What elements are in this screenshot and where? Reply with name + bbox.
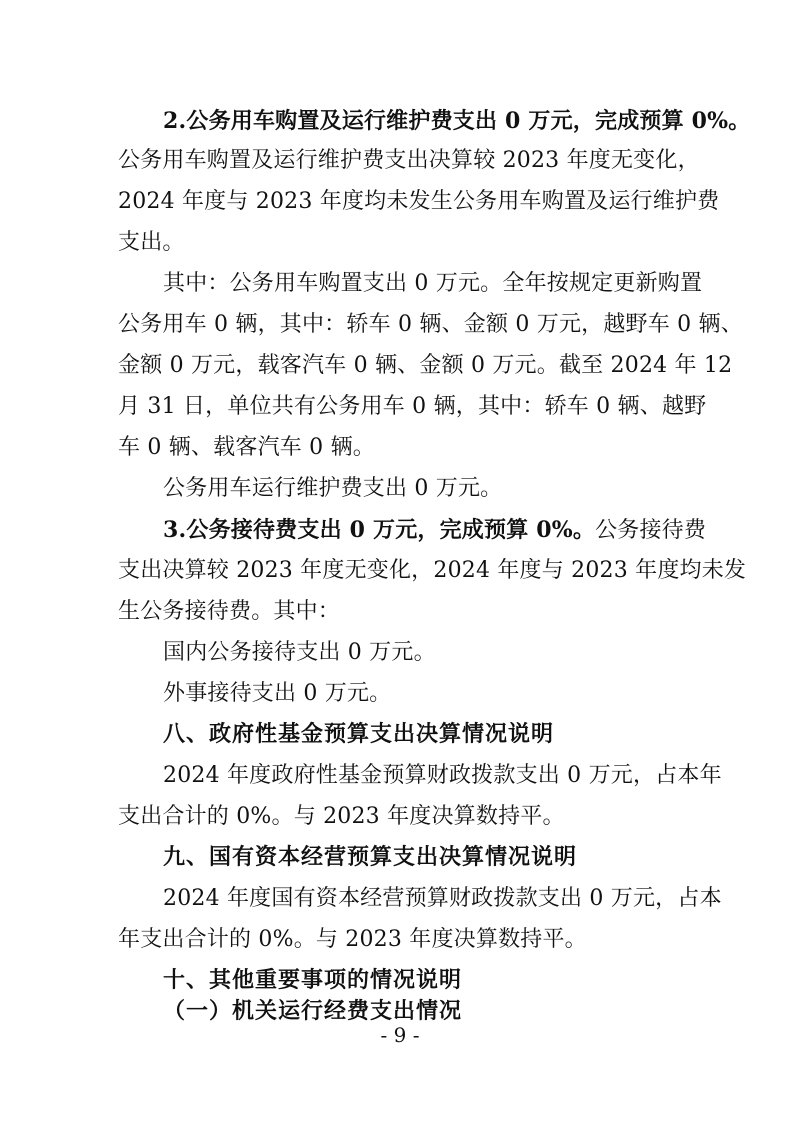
paragraph-line: 2024 年度政府性基金预算财政拨款支出 0 万元，占本年: [163, 763, 722, 788]
subsection-heading: （一）机关运行经费支出情况: [163, 999, 463, 1024]
paragraph-line: 公务用车运行维护费支出 0 万元。: [163, 476, 503, 501]
paragraph-line: 外事接待支出 0 万元。: [163, 681, 392, 706]
paragraph-line: 月 31 日，单位共有公务用车 0 辆，其中：轿车 0 辆、越野: [118, 394, 707, 419]
section-9-heading: 九、国有资本经营预算支出决算情况说明: [163, 845, 578, 870]
paragraph-line: 年支出合计的 0%。与 2023 年度决算数持平。: [118, 927, 587, 952]
section-8-heading: 八、政府性基金预算支出决算情况说明: [163, 722, 555, 747]
section-10-heading: 十、其他重要事项的情况说明: [163, 968, 463, 993]
paragraph-line: 车 0 辆、载客汽车 0 辆。: [118, 435, 375, 460]
section-3-heading: 3.公务接待费支出 0 万元，完成预算 0%。: [163, 517, 596, 543]
paragraph-line: 生公务接待费。其中：: [118, 599, 341, 624]
paragraph-line: 公务用车购置及运行维护费支出决算较 2023 年度无变化，: [118, 148, 700, 173]
paragraph-line: 国内公务接待支出 0 万元。: [163, 640, 436, 665]
paragraph-line: 公务用车 0 辆，其中：轿车 0 辆、金额 0 万元，越野车 0 辆、: [118, 312, 743, 337]
section-2-heading: 2.公务用车购置及运行维护费支出 0 万元，完成预算 0%。: [163, 108, 751, 134]
paragraph-line: 支出。: [118, 230, 185, 255]
paragraph-line: 2024 年度与 2023 年度均未发生公务用车购置及运行维护费: [118, 189, 720, 214]
paragraph-line: 金额 0 万元，载客汽车 0 辆、金额 0 万元。截至 2024 年 12: [118, 353, 733, 378]
section-3-first-line: [163, 515, 706, 546]
paragraph-text: 公务接待费: [595, 518, 707, 543]
page-number: - 9 -: [380, 1023, 420, 1047]
paragraph-line: 支出合计的 0%。与 2023 年度决算数持平。: [118, 804, 565, 829]
paragraph-line: 其中：公务用车购置支出 0 万元。全年按规定更新购置: [163, 271, 703, 296]
paragraph-line: 支出决算较 2023 年度无变化，2024 年度与 2023 年度均未发: [118, 558, 747, 583]
paragraph-line: 2024 年度国有资本经营预算财政拨款支出 0 万元，占本: [163, 886, 722, 911]
